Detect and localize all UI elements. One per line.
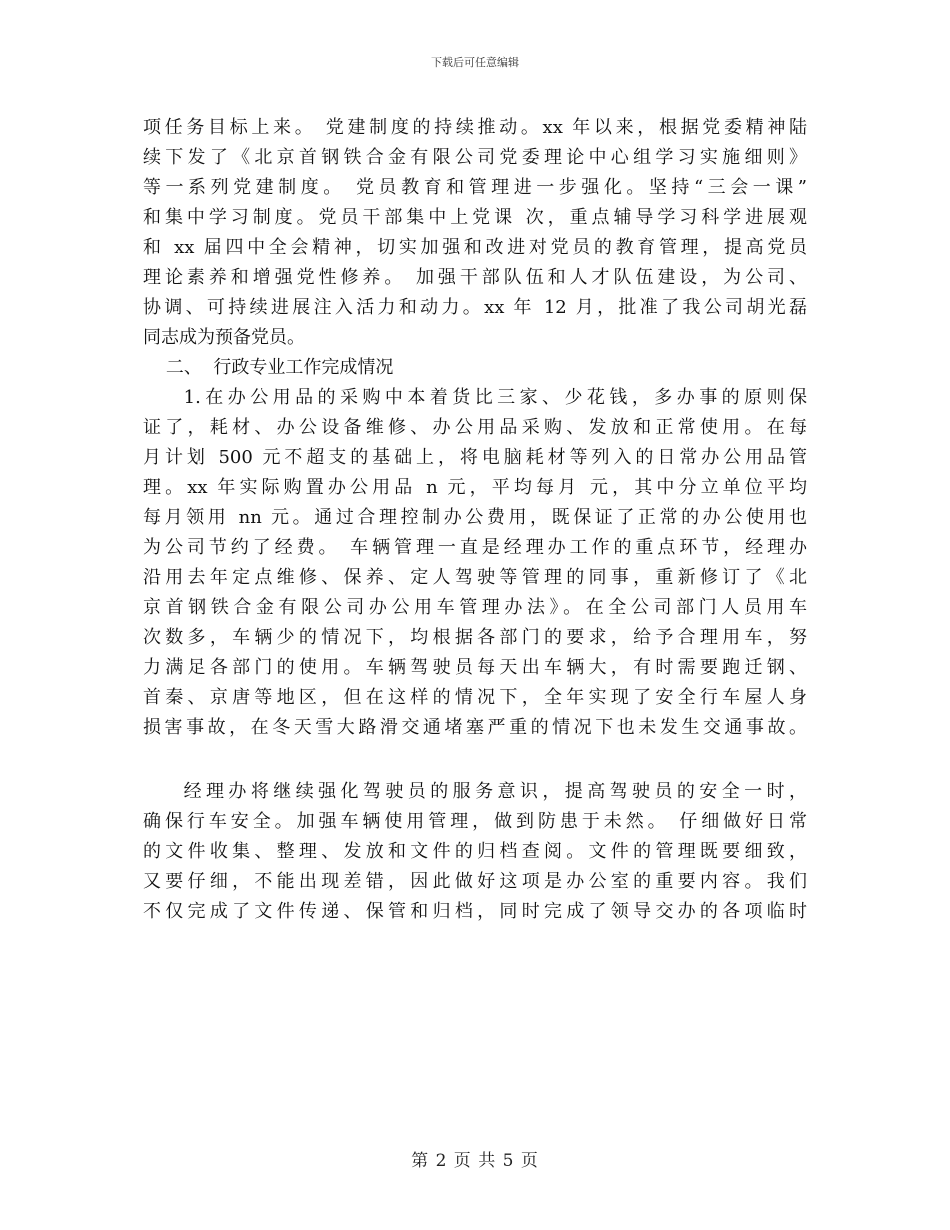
text-line: 力满足各部门的使用。车辆驾驶员每天出车辆大，有时需要跑迁钢、	[143, 657, 807, 678]
text-line: 协调、可持续进展注入活力和动力。xx 年 12 月，批准了我公司胡光磊	[143, 297, 807, 318]
page-footer: 第 2 页 共 5 页	[411, 1151, 539, 1171]
text-line: 损害事故，在冬天雪大路滑交通堵塞严重的情况下也未发生交通事故。	[143, 717, 807, 738]
text-line: 项任务目标上来。 党建制度的持续推动。xx 年以来，根据党委精神陆	[143, 117, 807, 138]
text-line: 京首钢铁合金有限公司办公用车管理办法》。在全公司部门人员用车	[143, 597, 807, 618]
paragraph-gap	[143, 743, 807, 777]
text-line: 首秦、京唐等地区，但在这样的情况下，全年实现了安全行车屋人身	[143, 687, 807, 708]
text-line: 1.在办公用品的采购中本着货比三家、少花钱，多办事的原则保	[143, 387, 807, 408]
text-line: 月计划 500 元不超支的基础上，将电脑耗材等列入的日常办公用品管	[143, 447, 807, 468]
text-line: 不仅完成了文件传递、保管和归档，同时完成了领导交办的各项临时	[143, 901, 807, 922]
text-line: 每月领用 nn 元。通过合理控制办公费用，既保证了正常的办公使用也	[143, 507, 807, 528]
page-header: 下载后可任意编辑	[431, 56, 519, 69]
text-line: 同志成为预备党员。	[143, 327, 305, 348]
text-line: 确保行车安全。加强车辆使用管理，做到防患于未然。 仔细做好日常	[143, 811, 807, 832]
text-line: 理。xx 年实际购置办公用品 n 元，平均每月 元，其中分立单位平均	[143, 477, 807, 498]
section-heading: 二、 行政专业工作完成情况	[143, 357, 394, 378]
text-line: 续下发了《北京首钢铁合金有限公司党委理论中心组学习实施细则》	[143, 147, 807, 168]
text-line: 为公司节约了经费。 车辆管理一直是经理办工作的重点环节，经理办	[143, 537, 807, 558]
text-line: 沿用去年定点维修、保养、定人驾驶等管理的同事，重新修订了《北	[143, 567, 807, 588]
text-line: 次数多，车辆少的情况下，均根据各部门的要求，给予合理用车，努	[143, 627, 807, 648]
text-line: 理论素养和增强党性修养。 加强干部队伍和人才队伍建设，为公司、	[143, 267, 807, 288]
text-line: 的文件收集、整理、发放和文件的归档查阅。文件的管理既要细致，	[143, 841, 807, 862]
text-line: 和 xx 届四中全会精神，切实加强和改进对党员的教育管理，提高党员	[143, 237, 807, 258]
text-line: 证了，耗材、办公设备维修、办公用品采购、发放和正常使用。在每	[143, 417, 807, 438]
text-line: 等一系列党建制度。 党员教育和管理进一步强化。坚持“三会一课”	[143, 177, 807, 198]
text-line: 经理办将继续强化驾驶员的服务意识，提高驾驶员的安全一时，	[143, 781, 807, 802]
document-body	[143, 113, 807, 927]
text-line: 和集中学习制度。党员干部集中上党课 次，重点辅导学习科学进展观	[143, 207, 807, 228]
text-line: 又要仔细，不能出现差错，因此做好这项是办公室的重要内容。我们	[143, 871, 807, 892]
